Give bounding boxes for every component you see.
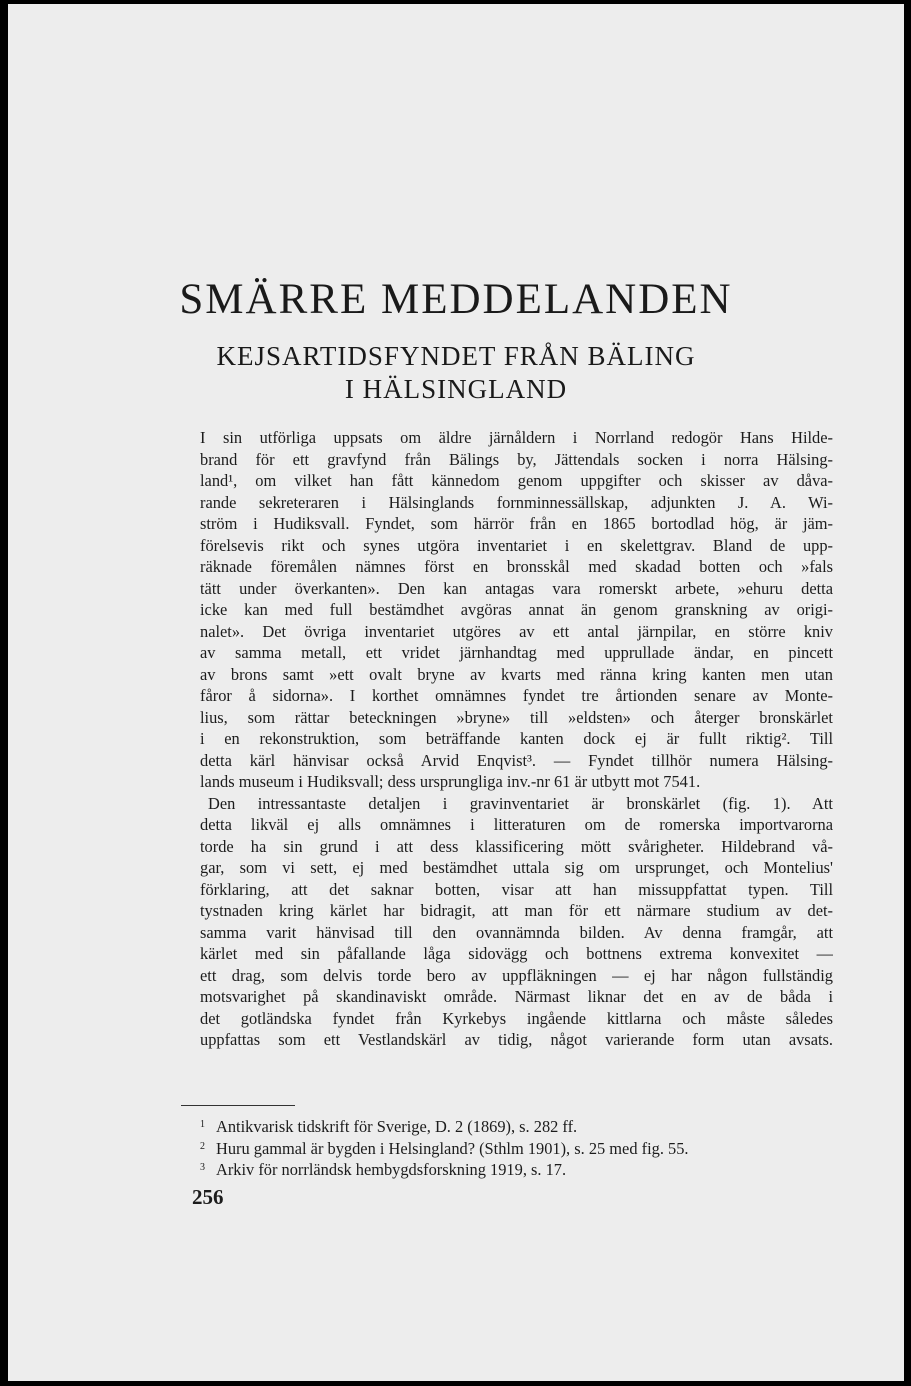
body-line: kärlet med sin påfallande låga sidovägg och bottnens extrema konvexitet — [200, 944, 833, 963]
body-line: motsvarighet på skandinaviskt område. Närmast liknar det en av de båda i [200, 987, 833, 1006]
body-line: icke kan med full bestämdhet avgöras annat än genom granskning av origi- [200, 600, 833, 619]
body-line: uppfattas som ett Vestlandskärl av tidig, något varierande form utan avsats. [200, 1030, 833, 1049]
footnote-divider [181, 1105, 295, 1106]
page-number: 256 [192, 1185, 224, 1209]
body-line: det gotländska fyndet från Kyrkebys ingående kittlarna och måste således [200, 1008, 833, 1028]
footnote-text: Antikvarisk tidskrift för Sverige, D. 2 (1869), s. 282 ff. [216, 1117, 578, 1136]
body-line: av samma metall, ett vridet järnhandtag med upprullade ändar, en pincett [200, 643, 833, 662]
body-line: detta likväl ej alls omnämnes i litteraturen om de romerska importvarorna [200, 815, 833, 834]
article-body [200, 427, 833, 1051]
body-line: lands museum i Hudiksvall; dess ursprungliga inv.-nr 61 är utbytt mot 7541. [200, 772, 701, 791]
body-line: gar, som vi sett, ej med bestämdhet uttala sig om ursprunget, och Montelius' [200, 858, 833, 877]
article-title-line-1: KEJSARTIDSFYNDET FRÅN BÄLING [216, 341, 696, 371]
body-line: detta kärl hänvisar också Arvid Enqvist³. — Fyndet tillhör numera Hälsing- [200, 750, 833, 770]
body-line: av brons samt »ett ovalt bryne av kvarts med ränna kring kanten men utan [200, 664, 833, 684]
body-line: torde ha sin grund i att dess klassificering mött svårigheter. Hildebrand vå- [200, 836, 833, 856]
footnote-item: $^1$ Antikvarisk tidskrift för Sverige, D. 2 (1869), s. 282 ff. [200, 1117, 578, 1136]
body-line: Den intressantaste detaljen i gravinventariet är bronskärlet (fig. 1). Att [208, 793, 833, 813]
body-line: fåror å sidorna». I korthet omnämnes fyndet tre årtionden senare av Monte- [200, 686, 833, 705]
body-line: i en rekonstruktion, som beträffande kanten dock ej är fullt riktig². Till [200, 729, 833, 748]
article-title [8, 340, 904, 406]
body-line: land¹, om vilket han fått kännedom genom uppgifter och skisser av dåva- [200, 471, 833, 490]
body-line: I sin utförliga uppsats om äldre järnåldern i Norrland redogör Hans Hilde- [200, 428, 833, 447]
footnote-item: $^2$ Huru gammal är bygden i Helsingland? (Sthlm 1901), s. 25 med fig. 55. [200, 1138, 689, 1158]
footnote-text: Arkiv för norrländsk hembygdsforskning 1919, s. 17. [216, 1160, 567, 1179]
body-line: rande sekreteraren i Hälsinglands fornminnessällskap, adjunkten J. A. Wi- [200, 492, 833, 512]
body-line: ett drag, som delvis torde bero av uppfläkningen — ej har någon fullständig [200, 965, 833, 985]
body-line: brand för ett gravfynd från Bälings by, Jättendals socken i norra Hälsing- [200, 449, 833, 469]
body-line: räknade föremålen nämnes först en bronsskål med skadad botten och »fals [200, 557, 833, 576]
footnote-text: Huru gammal är bygden i Helsingland? (Sthlm 1901), s. 25 med fig. 55. [216, 1138, 689, 1158]
article-title-line-2: I HÄLSINGLAND [344, 374, 568, 404]
body-line: lius, som rättar beteckningen »bryne» till »eldsten» och återger bronskärlet [200, 707, 833, 727]
body-line: förelsevis rikt och synes utgöra inventariet i en skelettgrav. Bland de upp- [200, 535, 833, 555]
body-line: tätt under överkanten». Den kan antagas vara romerskt arbete, »ehuru detta [200, 578, 833, 598]
section-title: SMÄRRE MEDDELANDEN [179, 276, 733, 323]
body-line: samma varit hänvisad till den ovannämnda bilden. Av denna framgår, att [200, 922, 833, 942]
footnotes [200, 1116, 833, 1181]
body-line: nalet». Det övriga inventariet utgöres av ett antal järnpilar, en större kniv [200, 621, 833, 641]
book-page [8, 4, 904, 1381]
body-line: ström i Hudiksvall. Fyndet, som härrör från en 1865 bortodlad hög, är jäm- [200, 514, 833, 533]
footnote-item: $^3$ Arkiv för norrländsk hembygdsforskning 1919, s. 17. [200, 1160, 567, 1179]
body-line: förklaring, att det saknar botten, visar att han missuppfattat typen. Till [200, 879, 833, 899]
body-line: tystnaden kring kärlet har bidragit, att man för ett närmare studium av det- [200, 901, 833, 920]
